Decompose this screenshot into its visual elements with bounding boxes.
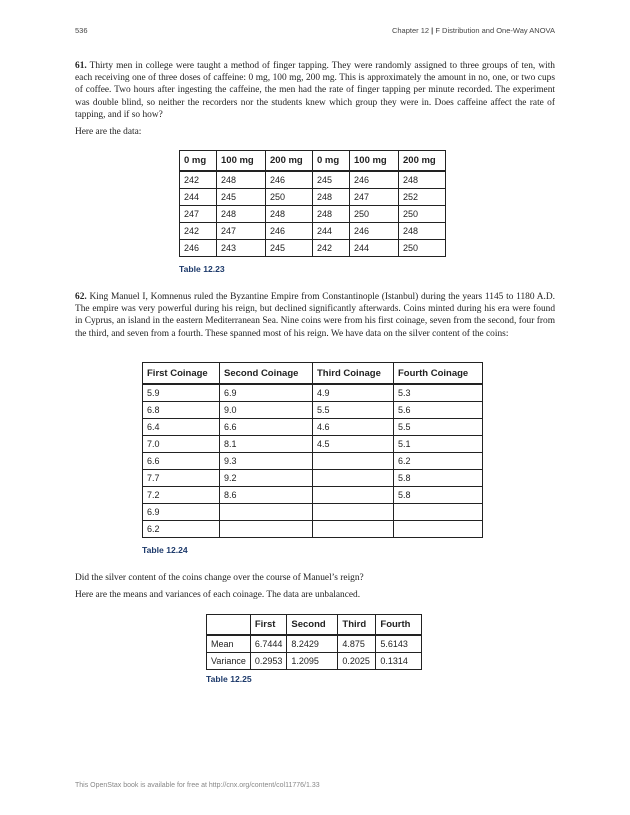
table-cell: 5.8 <box>394 470 483 487</box>
table-cell: 250 <box>399 240 446 257</box>
column-header: 0 mg <box>180 151 217 172</box>
chapter-title: Chapter 12 | F Distribution and One-Way ANOVA <box>391 26 555 35</box>
problem-61-number: 61. <box>75 61 87 71</box>
table-12-25 <box>206 614 422 670</box>
table-cell: 6.8 <box>143 402 220 419</box>
column-header: 0 mg <box>313 151 350 172</box>
table-cell <box>394 504 483 521</box>
column-header: 100 mg <box>350 151 399 172</box>
table-cell: 6.9 <box>220 384 313 402</box>
column-header: Second Coinage <box>220 363 313 385</box>
table-cell: 7.2 <box>143 487 220 504</box>
table-12-24 <box>142 362 483 538</box>
column-header: Fourth Coinage <box>394 363 483 385</box>
table-cell: 9.3 <box>220 453 313 470</box>
table-cell <box>220 504 313 521</box>
table-cell: 4.875 <box>338 635 376 653</box>
table-cell: 7.0 <box>143 436 220 453</box>
table-cell: 6.2 <box>143 521 220 538</box>
table-cell: 245 <box>217 189 266 206</box>
table-cell: 8.1 <box>220 436 313 453</box>
table-cell <box>313 453 394 470</box>
table-row <box>143 402 483 419</box>
table-cell: 245 <box>266 240 313 257</box>
column-header: Second <box>287 615 338 636</box>
problem-61-text: 61. Thirty men in college were taught a method of finger tapping. They were randomly assigned to three groups of ten, with each receiving one of three doses of caffeine: 0 mg, 100 mg, 200 mg. This is approximately the amount in no, one, or two cups of coffee. Two hours after ingesting the caffeine, the men had the rate of finger tapping per minute recorded. The experiment was double blind, so neither the recorders nor the students knew which group they were in. Does caffeine affect the rate of tapping, and if so how? <box>75 61 555 120</box>
table-cell: 248 <box>313 206 350 223</box>
problem-62-question: Did the silver content of the coins change over the course of Manuel’s reign? <box>75 573 364 583</box>
page-footer: This OpenStax book is available for free at http://cnx.org/content/col11776/1.33 <box>75 782 320 789</box>
table-cell: 250 <box>399 206 446 223</box>
table-cell: 246 <box>350 223 399 240</box>
table-cell: 246 <box>350 171 399 189</box>
problem-62-text: 62. King Manuel I, Komnenus ruled the Byzantine Empire from Constantinople (Istanbul) during the years 1145 to 1180 A.D. The empire was very powerful during his reign, but declined significantly afterwards. Coins minted during his era were found in Cyprus, an island in the eastern Mediterranean Sea. Nine coins were from his first coinage, seven from the second, four from the third, and seven from a fourth. These spanned most of his reign. We have data on the silver content of the coins: <box>75 292 555 339</box>
table-cell: 6.7444 <box>250 635 287 653</box>
table-cell <box>220 521 313 538</box>
page-number: 536 <box>75 26 88 35</box>
table-cell: 8.6 <box>220 487 313 504</box>
column-header: First Coinage <box>143 363 220 385</box>
table-row <box>143 521 483 538</box>
table-cell: 5.5 <box>394 419 483 436</box>
column-header: 200 mg <box>266 151 313 172</box>
table-cell: 247 <box>350 189 399 206</box>
table-cell: 244 <box>180 189 217 206</box>
table-cell: 248 <box>217 171 266 189</box>
table-cell: 248 <box>266 206 313 223</box>
table-cell: 246 <box>266 223 313 240</box>
table-cell: 0.2025 <box>338 653 376 670</box>
column-header: First <box>250 615 287 636</box>
table-cell: 242 <box>180 223 217 240</box>
table-cell: 1.2095 <box>287 653 338 670</box>
problem-62-number: 62. <box>75 292 87 302</box>
table-cell: 5.1 <box>394 436 483 453</box>
table-cell: 246 <box>180 240 217 257</box>
table-cell: 244 <box>313 223 350 240</box>
table-cell: 247 <box>180 206 217 223</box>
table-cell: 248 <box>217 206 266 223</box>
table-cell: 0.2953 <box>250 653 287 670</box>
table-12-23-caption: Table 12.23 <box>179 264 225 274</box>
column-header: Third <box>338 615 376 636</box>
table-cell: 5.6 <box>394 402 483 419</box>
table-cell: Mean <box>207 635 251 653</box>
column-header: Third Coinage <box>313 363 394 385</box>
table-cell: 5.8 <box>394 487 483 504</box>
table-cell: 9.0 <box>220 402 313 419</box>
table-cell: 247 <box>217 223 266 240</box>
table-row <box>143 453 483 470</box>
table-row <box>143 436 483 453</box>
table-row <box>143 504 483 521</box>
table-cell: 243 <box>217 240 266 257</box>
table-cell: 242 <box>313 240 350 257</box>
table-cell: 4.9 <box>313 384 394 402</box>
table-cell: 248 <box>313 189 350 206</box>
table-row <box>180 206 446 223</box>
problem-62-lead: Here are the means and variances of each coinage. The data are unbalanced. <box>75 590 361 600</box>
column-header <box>207 615 251 636</box>
table-cell: 7.7 <box>143 470 220 487</box>
table-cell <box>313 504 394 521</box>
table-row <box>180 171 446 189</box>
table-cell <box>313 521 394 538</box>
table-cell: 242 <box>180 171 217 189</box>
table-cell: 0.1314 <box>376 653 422 670</box>
table-cell: 246 <box>266 171 313 189</box>
table-cell: 5.6143 <box>376 635 422 653</box>
table-cell: 252 <box>399 189 446 206</box>
column-header: 100 mg <box>217 151 266 172</box>
table-cell <box>313 487 394 504</box>
table-row <box>143 419 483 436</box>
table-12-25-caption: Table 12.25 <box>206 674 252 684</box>
table-cell: 6.4 <box>143 419 220 436</box>
problem-61-lead: Here are the data: <box>75 127 142 137</box>
table-row <box>180 240 446 257</box>
table-cell: 6.9 <box>143 504 220 521</box>
table-cell: 244 <box>350 240 399 257</box>
table-row <box>180 189 446 206</box>
table-row <box>207 635 422 653</box>
table-cell: 248 <box>399 171 446 189</box>
table-cell: 248 <box>399 223 446 240</box>
table-12-24-caption: Table 12.24 <box>142 545 188 555</box>
table-cell: 6.6 <box>143 453 220 470</box>
column-header: Fourth <box>376 615 422 636</box>
table-cell: 6.2 <box>394 453 483 470</box>
table-cell: 245 <box>313 171 350 189</box>
table-row <box>143 384 483 402</box>
table-row <box>180 223 446 240</box>
table-cell: 250 <box>350 206 399 223</box>
column-header: 200 mg <box>399 151 446 172</box>
table-cell: 250 <box>266 189 313 206</box>
table-cell: Variance <box>207 653 251 670</box>
table-cell: 4.6 <box>313 419 394 436</box>
table-row <box>143 487 483 504</box>
table-cell: 5.3 <box>394 384 483 402</box>
table-cell: 9.2 <box>220 470 313 487</box>
table-row <box>143 470 483 487</box>
table-cell: 8.2429 <box>287 635 338 653</box>
table-cell: 6.6 <box>220 419 313 436</box>
table-cell <box>394 521 483 538</box>
table-cell: 4.5 <box>313 436 394 453</box>
table-12-23 <box>179 150 446 257</box>
table-cell <box>313 470 394 487</box>
table-cell: 5.5 <box>313 402 394 419</box>
table-cell: 5.9 <box>143 384 220 402</box>
table-row <box>207 653 422 670</box>
